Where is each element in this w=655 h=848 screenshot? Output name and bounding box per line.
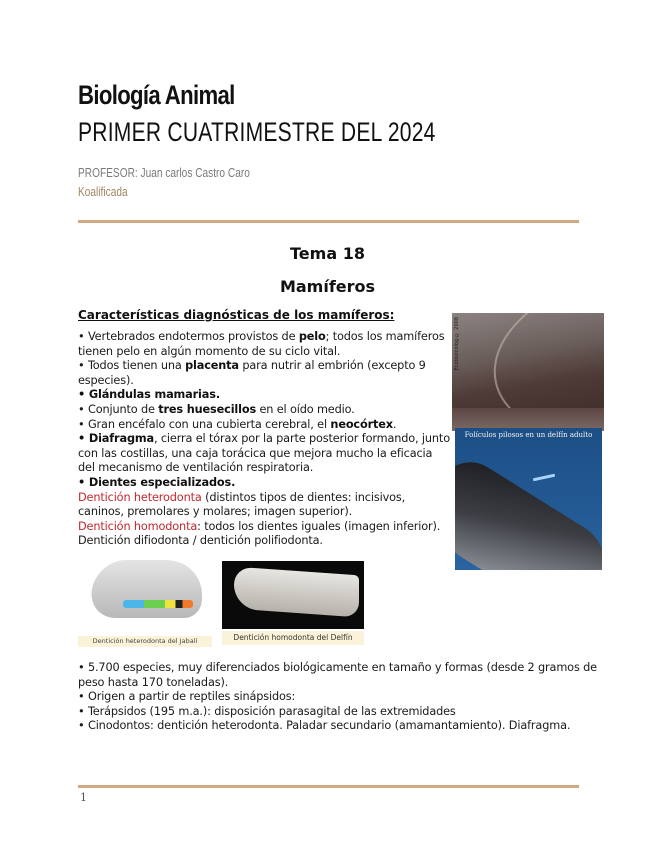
dentition-line — [78, 520, 450, 535]
dolphin-skull-shape — [234, 567, 359, 618]
item-bold: neocórtex — [330, 417, 393, 431]
dentition-term: Dentición homodonta — [78, 519, 198, 533]
item-text: • — [78, 388, 89, 402]
list-item: • Origen a partir de reptiles sinápsidos: — [78, 690, 296, 704]
list-item — [78, 403, 450, 418]
item-text: • Vertebrados endotermos provistos de — [78, 330, 299, 343]
additional-notes — [78, 661, 598, 734]
dolphin-skin-photo — [452, 313, 604, 431]
topic-title: Mamíferos — [279, 277, 376, 296]
boar-skull-caption: Dentición heterodonta del Jabalí — [78, 636, 212, 647]
item-text: • Todos tienen una — [78, 359, 186, 373]
dentition-term: Dentición heterodonta — [78, 490, 202, 504]
photo-credit: Ecotoxicolog © 2008 — [454, 317, 460, 371]
characteristics-list — [78, 330, 450, 549]
item-text: • — [78, 475, 89, 489]
colored-teeth — [123, 600, 193, 608]
list-item: • Terápsidos (195 m.a.): disposición parasagital de las extremidades — [78, 704, 456, 718]
author-line: Koalificada — [78, 184, 128, 199]
item-text: • Conjunto de — [78, 402, 159, 416]
dolphin-head-photo — [455, 428, 602, 570]
dolphin-caption: Folículos pilosos en un delfín adulto — [464, 431, 593, 439]
boar-skull-figure — [78, 558, 212, 648]
item-text: , cierra el tórax por la parte posterior formando, junto con las costillas, una caja torácica que mejora mucho la eficacia del mecanismo de ventilación respiratoria. — [78, 432, 450, 475]
dolphin-skull-photo — [222, 561, 364, 629]
dentition-text: : todos los dientes iguales (imagen inferior). — [197, 519, 441, 533]
item-text: en el oído medio. — [256, 402, 355, 416]
list-item: • 5.700 especies, muy diferenciados biológicamente en tamaño y formas (desde 2 gramos de peso hasta 170 toneladas). — [78, 661, 597, 689]
section-heading: Características diagnósticas de los mamíferos: — [78, 308, 395, 322]
list-item — [78, 418, 450, 433]
item-bold: Diafragma — [88, 432, 154, 446]
list-item — [78, 476, 450, 491]
list-item — [78, 359, 450, 388]
document-title: Biología Animal — [78, 80, 235, 110]
professor-line: PROFESOR: Juan carlos Castro Caro — [78, 165, 250, 180]
item-text: . — [392, 417, 397, 431]
topic-number: Tema 18 — [290, 244, 365, 263]
list-item — [78, 330, 450, 359]
header-divider — [78, 220, 579, 223]
item-bold: pelo — [298, 330, 326, 343]
footer-divider — [78, 785, 579, 788]
document-subtitle: PRIMER CUATRIMESTRE DEL 2024 — [78, 117, 436, 147]
dentition-text: Dentición difiodonta / dentición polifiodonta. — [78, 534, 323, 548]
page-number: 1 — [80, 791, 87, 804]
dolphin-skull-caption: Dentición homodonta del Delfín — [222, 631, 364, 645]
item-text: para nutrir al embrión (excepto 9 especies). — [78, 359, 426, 387]
boar-skull-shape — [87, 560, 209, 618]
dentition-line — [78, 534, 450, 549]
item-text: • Gran encéfalo con una cubierta cerebral, el — [78, 417, 331, 431]
arrow-icon — [533, 474, 555, 482]
dentition-line — [78, 491, 450, 520]
list-item — [78, 432, 450, 476]
list-item: • Cinodontos: dentición heterodonta. Paladar secundario (amamantamiento). Diafragma. — [78, 719, 571, 733]
item-bold: tres huesecillos — [158, 402, 257, 416]
list-item — [78, 388, 450, 403]
item-bold: Glándulas mamarias. — [88, 388, 220, 402]
dentition-text: (distintos tipos de dientes: incisivos, caninos, premolares y molares; imagen superior). — [78, 490, 406, 519]
item-text: ; todos los mamíferos tienen pelo en algún momento de su ciclo vital. — [78, 330, 445, 358]
item-bold: placenta — [185, 359, 239, 373]
item-text: • — [78, 432, 89, 446]
dolphin-head-shape — [455, 450, 602, 570]
dolphin-skull-figure — [222, 561, 364, 648]
item-bold: Dientes especializados. — [88, 475, 236, 489]
